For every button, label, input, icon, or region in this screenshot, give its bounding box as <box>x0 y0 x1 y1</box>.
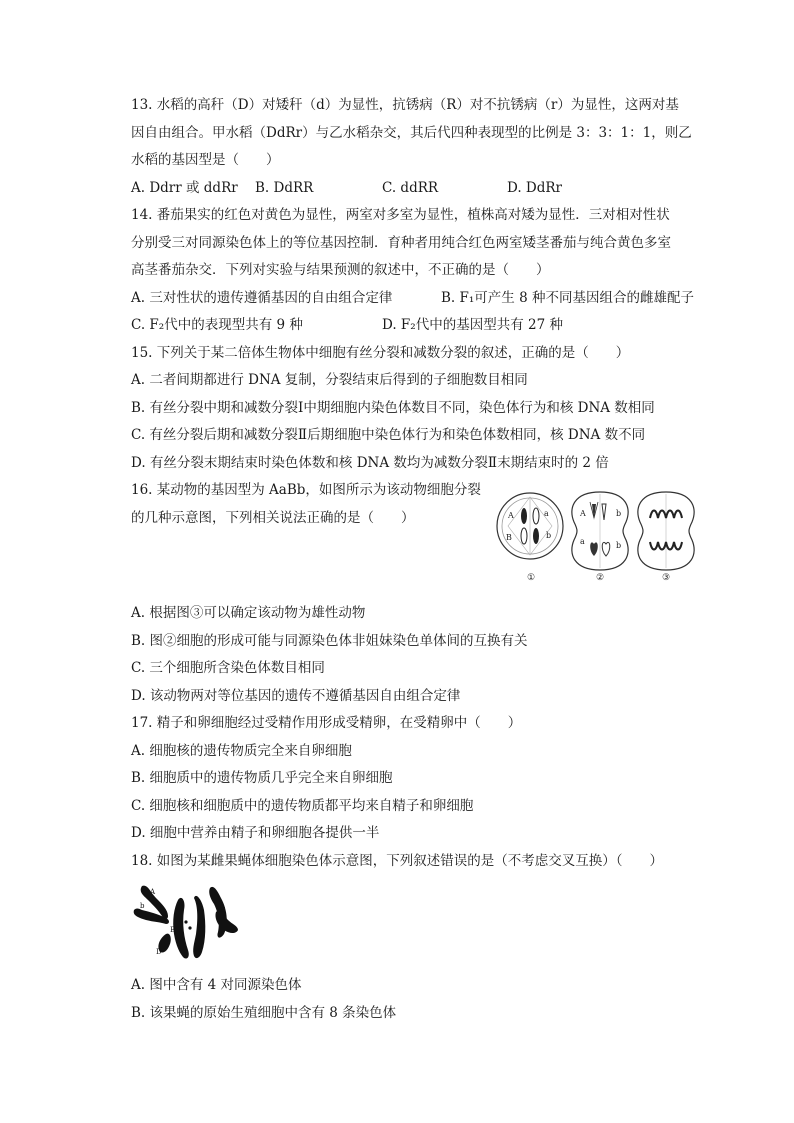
q14-option-c: C. F₂代中的表现型共有 9 种 <box>131 317 303 333</box>
q13-option-a: A. Ddrr 或 ddRr <box>131 180 238 196</box>
svg-text:b: b <box>546 531 552 540</box>
q16-stem-line-1: 16. 某动物的基因型为 AaBb，如图所示为该动物细胞分裂 <box>131 482 481 498</box>
svg-text:b: b <box>616 541 622 550</box>
q14-stem-line-2: 分别受三对同源染色体上的等位基因控制．育种者用纯合红色两室矮茎番茄与纯合黄色多室 <box>131 235 671 251</box>
chromosome-label-C: C <box>220 906 226 914</box>
q15-option-a: A. 二者间期都进行 DNA 复制，分裂结束后得到的子细胞数目相同 <box>131 372 528 388</box>
svg-text:A: A <box>580 509 586 518</box>
q18-option-b: B. 该果蝇的原始生殖细胞中含有 8 条染色体 <box>131 1005 397 1021</box>
chromosome-label-A: A <box>150 888 156 896</box>
chromosome-label-a: a <box>179 900 184 908</box>
q15-option-b: B. 有丝分裂中期和减数分裂Ⅰ中期细胞内染色体数目不同，染色体行为和核 DNA 数相同 <box>131 400 655 416</box>
chromosome-label-D: D <box>156 948 162 956</box>
q13-option-b: B. DdRR <box>255 180 314 196</box>
q13-option-d: D. DdRr <box>507 180 563 196</box>
figure-label-2: ② <box>596 573 605 583</box>
svg-text:a: a <box>544 509 549 518</box>
q16-option-d: D. 该动物两对等位基因的遗传不遵循基因自由组合定律 <box>131 688 461 704</box>
q14-option-a: A. 三对性状的遗传遵循基因的自由组合定律 <box>131 290 393 306</box>
svg-text:A: A <box>508 511 514 520</box>
q17-stem: 17. 精子和卵细胞经过受精作用形成受精卵，在受精卵中（ ） <box>131 715 522 731</box>
q18-option-a: A. 图中含有 4 对同源染色体 <box>131 977 302 993</box>
q13-option-c: C. ddRR <box>382 180 439 196</box>
figure-label-1: ① <box>527 573 536 583</box>
q15-option-c: C. 有丝分裂后期和减数分裂Ⅱ后期细胞中染色体行为和染色体数相同，核 DNA 数不同 <box>131 427 646 443</box>
q17-option-b: B. 细胞质中的遗传物质几乎完全来自卵细胞 <box>131 770 393 786</box>
svg-text:b: b <box>616 509 622 518</box>
figure-label-3: ③ <box>662 573 671 583</box>
q14-stem-line-3: 高茎番茄杂交．下列对实验与结果预测的叙述中，不正确的是（ ） <box>131 262 550 278</box>
q18-chromosome-figure <box>132 880 242 964</box>
q17-option-a: A. 细胞核的遗传物质完全来自卵细胞 <box>131 743 352 759</box>
cell-1-diagram <box>497 493 563 559</box>
chromosome-label-c: c <box>198 922 202 930</box>
chromosome-label-b: b <box>140 902 145 910</box>
q16-cell-division-figure <box>494 488 704 584</box>
cell-3-diagram <box>638 492 694 570</box>
q16-option-c: C. 三个细胞所含染色体数目相同 <box>131 660 325 676</box>
q17-option-c: C. 细胞核和细胞质中的遗传物质都平均来自精子和卵细胞 <box>131 798 474 814</box>
chromosome-label-d: d <box>198 944 203 952</box>
cell-2-diagram <box>572 492 628 570</box>
q13-stem-line-1: 13. 水稻的高秆（D）对矮秆（d）为显性，抗锈病（R）对不抗锈病（r）为显性，这两对基 <box>131 97 679 113</box>
q16-stem-line-2: 的几种示意图，下列相关说法正确的是（ ） <box>131 510 415 526</box>
q13-stem-line-3: 水稻的基因型是（ ） <box>131 152 280 168</box>
q14-stem-line-1: 14. 番茄果实的红色对黄色为显性，两室对多室为显性，植株高对矮为显性．三对相对性状 <box>131 207 670 223</box>
q14-option-d: D. F₂代中的基因型共有 27 种 <box>382 317 563 333</box>
chromosome-label-B: B <box>170 926 176 934</box>
q16-option-a: A. 根据图③可以确定该动物为雄性动物 <box>131 605 366 621</box>
q15-option-d: D. 有丝分裂末期结束时染色体数和核 DNA 数均为减数分裂Ⅱ末期结束时的 2 倍 <box>131 455 609 471</box>
svg-text:B: B <box>506 533 512 542</box>
q13-stem-line-2: 因自由组合。甲水稻（DdRr）与乙水稻杂交，其后代四种表现型的比例是 3：3：1：1，则乙 <box>131 125 692 141</box>
q16-option-b: B. 图②细胞的形成可能与同源染色体非姐妹染色单体间的互换有关 <box>131 633 528 649</box>
q18-stem: 18. 如图为某雌果蝇体细胞染色体示意图，下列叙述错误的是（不考虑交叉互换）（ ） <box>131 853 664 869</box>
q17-option-d: D. 细胞中营养由精子和卵细胞各提供一半 <box>131 825 380 841</box>
svg-text:a: a <box>580 537 585 546</box>
q14-option-b: B. F₁可产生 8 种不同基因组合的雌雄配子 <box>441 290 694 306</box>
q15-stem: 15. 下列关于某二倍体生物体中细胞有丝分裂和减数分裂的叙述，正确的是（ ） <box>131 345 630 361</box>
